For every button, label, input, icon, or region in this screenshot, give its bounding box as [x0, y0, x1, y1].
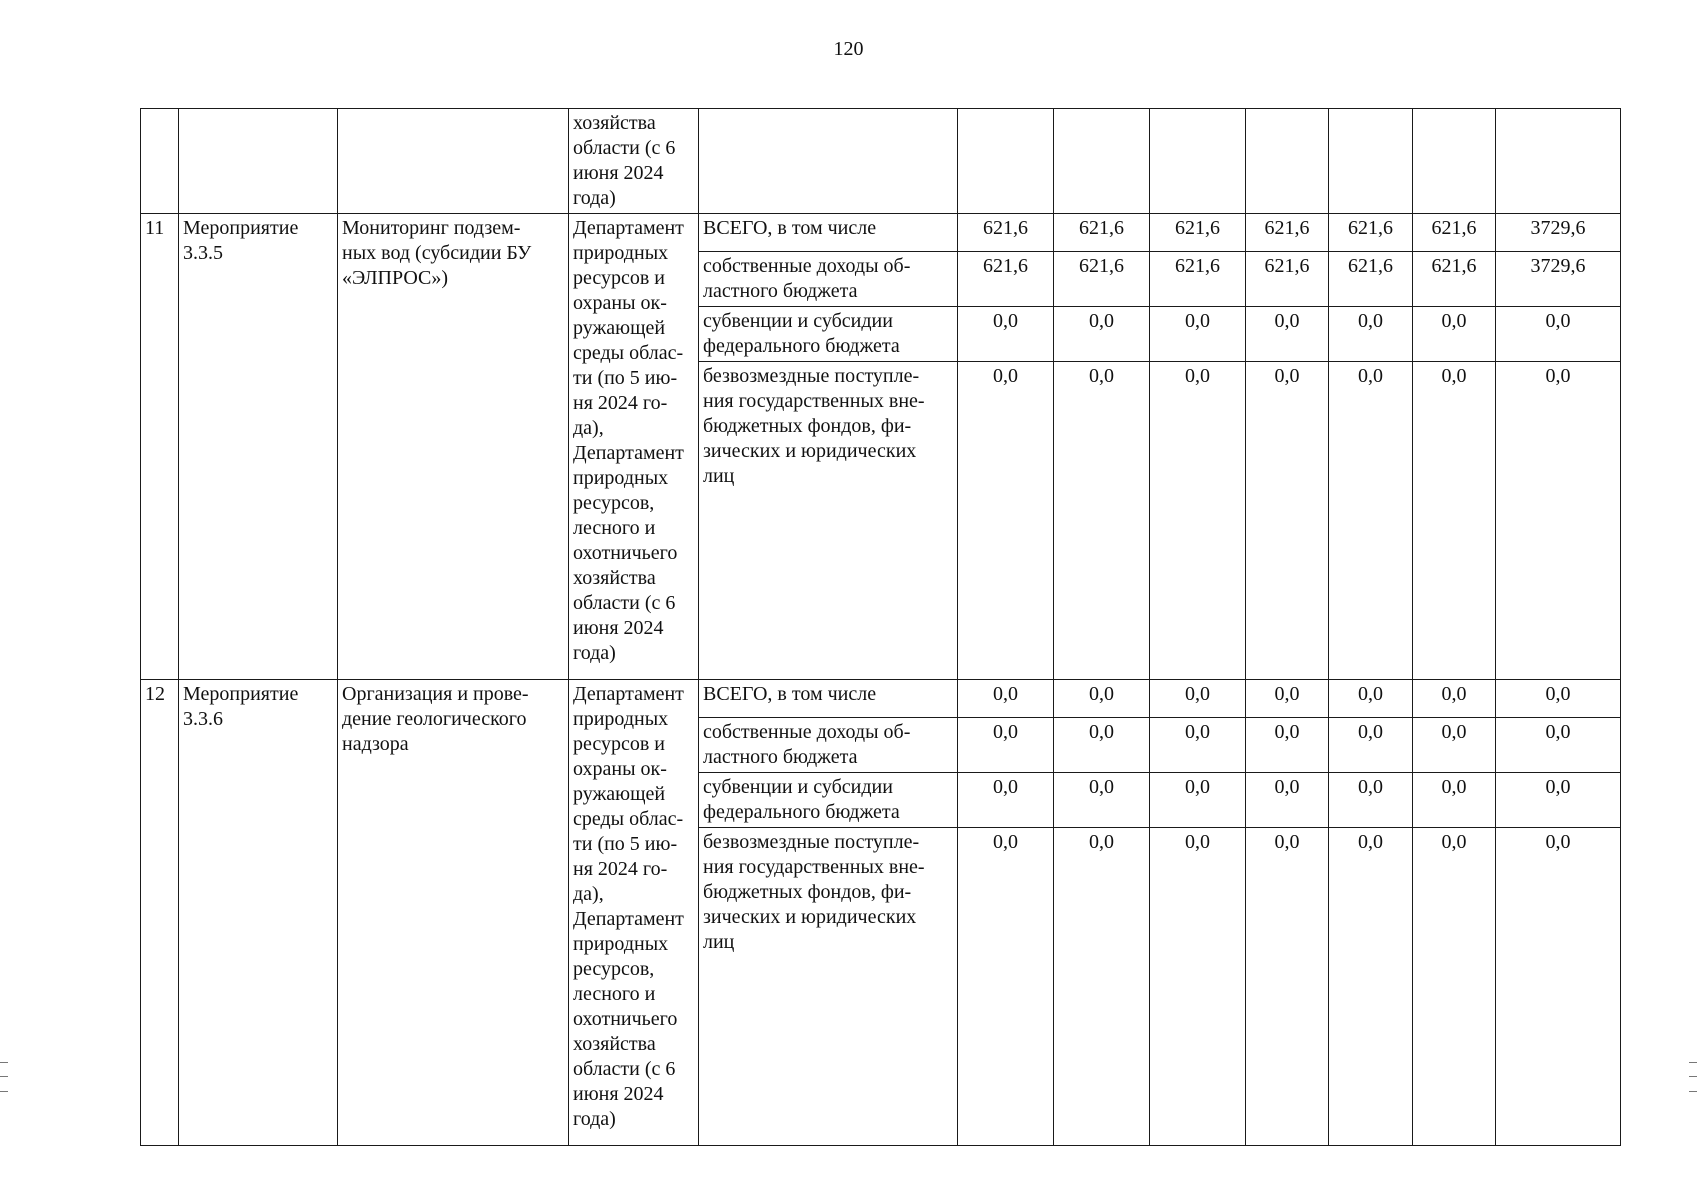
year-value: 0,0 [1329, 828, 1413, 1146]
year-value: 0,0 [1150, 828, 1246, 1146]
year-value: 0,0 [1329, 307, 1413, 362]
year-value: 621,6 [1413, 252, 1496, 307]
funding-source-label: ВСЕГО, в том числе [699, 214, 958, 252]
page-number: 120 [833, 38, 864, 60]
year-value: 0,0 [958, 680, 1054, 718]
year-value: 621,6 [1329, 252, 1413, 307]
cell-empty [338, 109, 569, 214]
year-value: 0,0 [1150, 773, 1246, 828]
year-value: 0,0 [1329, 718, 1413, 773]
year-value: 0,0 [1413, 307, 1496, 362]
funding-source-label: собственные доходы об- ластного бюджета [699, 252, 958, 307]
year-value: 0,0 [1329, 680, 1413, 718]
year-value: 621,6 [1150, 214, 1246, 252]
total-value: 0,0 [1496, 307, 1621, 362]
year-value: 0,0 [1413, 718, 1496, 773]
total-value: 0,0 [1496, 362, 1621, 680]
event-name: Мониторинг подзем- ных вод (субсидии БУ «ЭЛПРОС») [338, 214, 569, 680]
year-value: 0,0 [1246, 773, 1329, 828]
total-value: 0,0 [1496, 718, 1621, 773]
year-value: 0,0 [1246, 828, 1329, 1146]
funding-source-label: безвозмездные поступле- ния государственных вне- бюджетных фондов, фи- зических и юридических лиц [699, 828, 958, 1146]
cell-empty [1413, 109, 1496, 214]
cell-empty [141, 109, 179, 214]
year-value: 0,0 [1246, 680, 1329, 718]
year-value: 621,6 [958, 214, 1054, 252]
year-value: 621,6 [1150, 252, 1246, 307]
funding-source-label: субвенции и субсидии федерального бюджета [699, 773, 958, 828]
year-value: 0,0 [1054, 828, 1150, 1146]
event-row [141, 680, 1621, 718]
event-name: Организация и прове- дение геологического надзора [338, 680, 569, 1146]
year-value: 621,6 [1246, 214, 1329, 252]
department-cell: хозяйства области (с 6 июня 2024 года) [569, 109, 699, 214]
year-value: 0,0 [1413, 773, 1496, 828]
cell-empty [1496, 109, 1621, 214]
cell-empty [1329, 109, 1413, 214]
budget-table [140, 108, 1621, 1146]
year-value: 0,0 [958, 828, 1054, 1146]
year-value: 0,0 [1054, 718, 1150, 773]
cell-empty [958, 109, 1054, 214]
scan-edge-mark [0, 1062, 8, 1092]
year-value: 0,0 [1246, 362, 1329, 680]
total-value: 3729,6 [1496, 214, 1621, 252]
year-value: 0,0 [1413, 680, 1496, 718]
cell-empty [1054, 109, 1150, 214]
year-value: 621,6 [1246, 252, 1329, 307]
funding-source-label: собственные доходы об- ластного бюджета [699, 718, 958, 773]
total-value: 0,0 [1496, 773, 1621, 828]
year-value: 621,6 [1329, 214, 1413, 252]
cell-empty [699, 109, 958, 214]
carry-over-row [141, 109, 1621, 214]
year-value: 0,0 [1246, 718, 1329, 773]
year-value: 0,0 [1413, 828, 1496, 1146]
year-value: 0,0 [958, 718, 1054, 773]
year-value: 0,0 [958, 307, 1054, 362]
year-value: 0,0 [1150, 718, 1246, 773]
year-value: 621,6 [1054, 214, 1150, 252]
year-value: 0,0 [958, 362, 1054, 680]
year-value: 0,0 [1413, 362, 1496, 680]
year-value: 0,0 [1054, 773, 1150, 828]
funding-source-label: субвенции и субсидии федерального бюджета [699, 307, 958, 362]
total-value: 3729,6 [1496, 252, 1621, 307]
scan-edge-mark [1689, 1062, 1697, 1092]
row-number: 11 [141, 214, 179, 680]
year-value: 0,0 [1329, 773, 1413, 828]
year-value: 621,6 [958, 252, 1054, 307]
year-value: 621,6 [1413, 214, 1496, 252]
funding-source-label: безвозмездные поступле- ния государственных вне- бюджетных фондов, фи- зических и юридических лиц [699, 362, 958, 680]
event-code: Мероприятие 3.3.5 [179, 214, 338, 680]
year-value: 0,0 [1054, 680, 1150, 718]
event-code: Мероприятие 3.3.6 [179, 680, 338, 1146]
total-value: 0,0 [1496, 680, 1621, 718]
year-value: 0,0 [958, 773, 1054, 828]
department-cell: Департамент природных ресурсов и охраны ок- ружающей среды облас- ти (по 5 ию- ня 2024 го- да), Департамент природных ресурсов, лесного и охотничьего хозяйства области (с 6 июня 2024 года) [569, 214, 699, 680]
year-value: 0,0 [1150, 362, 1246, 680]
funding-source-label: ВСЕГО, в том числе [699, 680, 958, 718]
year-value: 0,0 [1150, 307, 1246, 362]
cell-empty [1246, 109, 1329, 214]
cell-empty [179, 109, 338, 214]
year-value: 0,0 [1329, 362, 1413, 680]
cell-empty [1150, 109, 1246, 214]
year-value: 0,0 [1054, 362, 1150, 680]
department-cell: Департамент природных ресурсов и охраны ок- ружающей среды облас- ти (по 5 ию- ня 2024 го- да), Департамент природных ресурсов, лесного и охотничьего хозяйства области (с 6 июня 2024 года) [569, 680, 699, 1146]
year-value: 621,6 [1054, 252, 1150, 307]
row-number: 12 [141, 680, 179, 1146]
total-value: 0,0 [1496, 828, 1621, 1146]
year-value: 0,0 [1150, 680, 1246, 718]
event-row [141, 214, 1621, 252]
year-value: 0,0 [1054, 307, 1150, 362]
year-value: 0,0 [1246, 307, 1329, 362]
